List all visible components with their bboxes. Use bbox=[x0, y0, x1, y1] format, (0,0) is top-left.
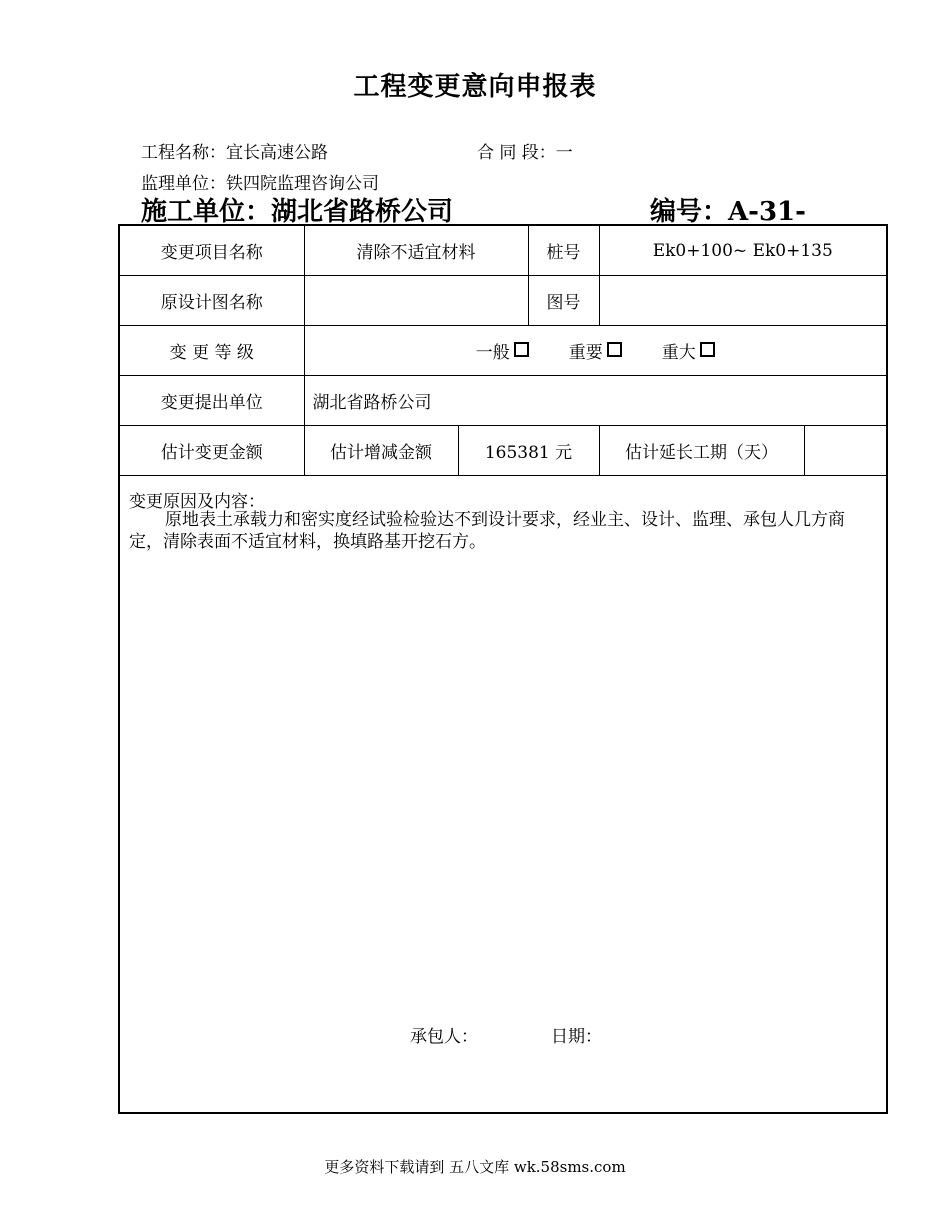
contract-section: 合 同 段：一 bbox=[477, 143, 573, 163]
checkbox-icon[interactable] bbox=[607, 342, 622, 357]
delta-value: 165381 元 bbox=[458, 426, 599, 476]
level-option-major[interactable] bbox=[662, 338, 715, 363]
item-name-value: 清除不适宜材料 bbox=[304, 225, 528, 276]
table-row bbox=[119, 376, 887, 426]
document-title: 工程变更意向申报表 bbox=[353, 72, 597, 102]
station-label: 桩号 bbox=[528, 225, 599, 276]
item-name-label: 变更项目名称 bbox=[119, 225, 304, 276]
drawing-no-label: 图号 bbox=[528, 276, 599, 326]
extension-label: 估计延长工期（天） bbox=[599, 426, 804, 476]
orig-drawing-label: 原设计图名称 bbox=[119, 276, 304, 326]
extension-value bbox=[804, 426, 887, 476]
amount-label: 估计变更金额 bbox=[119, 426, 304, 476]
table-row bbox=[119, 426, 887, 476]
delta-label: 估计增减金额 bbox=[304, 426, 458, 476]
table-row bbox=[119, 326, 887, 376]
level-options bbox=[304, 326, 887, 376]
level-major-label: 重大 bbox=[661, 343, 696, 363]
constructor-unit: 施工单位：湖北省路桥公司 bbox=[141, 197, 454, 227]
proposer-label: 变更提出单位 bbox=[119, 376, 304, 426]
level-option-general[interactable] bbox=[476, 338, 529, 363]
checkbox-icon[interactable] bbox=[514, 342, 529, 357]
contractor-sign-label: 承包人： bbox=[410, 1027, 478, 1047]
level-general-label: 一般 bbox=[475, 343, 510, 363]
date-label: 日期： bbox=[551, 1027, 602, 1047]
proposer-value: 湖北省路桥公司 bbox=[304, 376, 887, 426]
level-important-label: 重要 bbox=[568, 343, 603, 363]
footer-note: 更多资料下载请到 五八文库 wk.58sms.com bbox=[324, 1158, 626, 1176]
project-name: 工程名称：宜长高速公路 bbox=[141, 143, 328, 163]
supervisor-unit: 监理单位：铁四院监理咨询公司 bbox=[141, 174, 379, 194]
station-value: Ek0+100~ Ek0+135 bbox=[599, 225, 887, 276]
change-form-table bbox=[118, 224, 888, 1114]
table-row bbox=[119, 476, 887, 1114]
reason-label: 变更原因及内容： bbox=[129, 492, 265, 512]
orig-drawing-value bbox=[304, 276, 528, 326]
reason-text: 原地表土承载力和密实度经试验检验达不到设计要求，经业主、设计、监理、承包人几方商定，清除表面不适宜材料，换填路基开挖石方。 bbox=[129, 510, 845, 552]
level-label: 变 更 等 级 bbox=[119, 326, 304, 376]
drawing-no-value bbox=[599, 276, 887, 326]
serial-number: 编号：A-31- bbox=[650, 197, 806, 227]
checkbox-icon[interactable] bbox=[700, 342, 715, 357]
level-option-important[interactable] bbox=[569, 338, 622, 363]
table-row bbox=[119, 276, 887, 326]
reason-cell bbox=[119, 476, 887, 1114]
table-row bbox=[119, 225, 887, 276]
